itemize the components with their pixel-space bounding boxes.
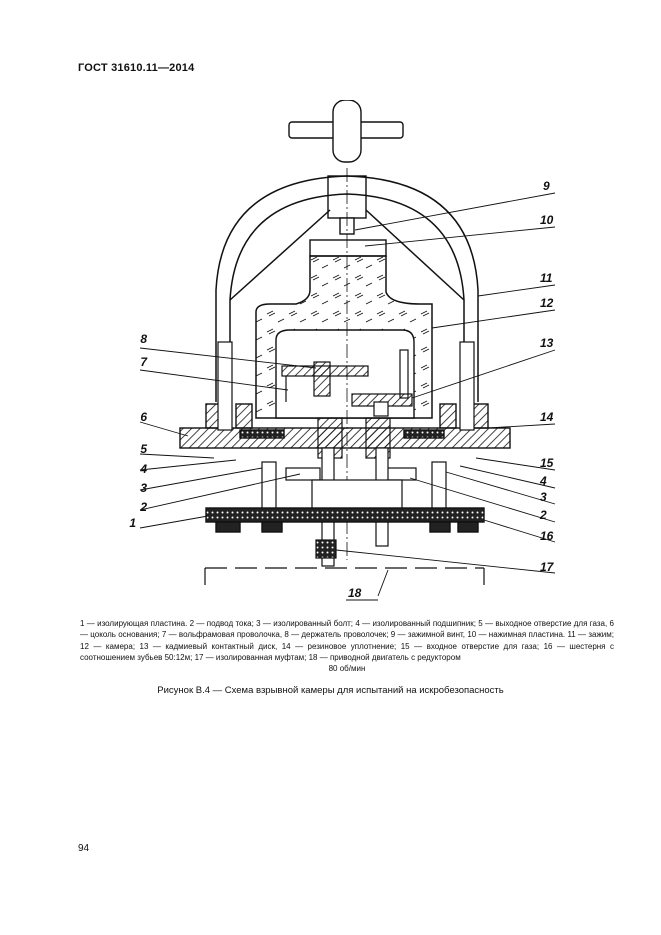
callout-12: 12 [540,296,554,310]
insulating-plate [206,508,484,532]
insulated-coupling [316,540,336,558]
callout-4-left: 4 [140,462,147,476]
document-header: ГОСТ 31610.11—2014 [78,62,195,74]
callout-16: 16 [540,529,554,543]
legend-text: 1 — изолирующая пластина. 2 — подвод тока; 3 — изолированный болт; 4 — изолированный подшипник; 5 — выходное отверстие для газа, 6 — цоколь основания; 7 — вольфрамовая проволочка, 8 — держатель проволочек; 9 — зажимной винт, 10 — нажимная пластина. 11 — зажим; 12 — камера; 13 — кадмиевый контактный диск, 14 — резиновое уплотнение; 15 — входное отверстие для газа; 16 — шестерня с соотношением зубьев 50:12м; 17 — изолированная муфтам; 18 — приводной двигатель с редуктором [80,619,614,662]
callout-7: 7 [140,355,147,369]
callout-17: 17 [540,560,554,574]
explosion-chamber-drawing [100,100,561,610]
callout-11: 11 [540,271,553,285]
clamp-handle [289,100,403,234]
drive-motor-outline [205,568,484,585]
callout-9: 9 [543,179,550,193]
pressure-plate [310,240,386,256]
callout-13: 13 [540,336,554,350]
figure-legend [80,618,614,674]
callout-2-left: 2 [140,500,147,514]
callout-6: 6 [140,410,147,424]
callout-3-right: 3 [540,490,547,504]
callout-5: 5 [140,442,147,456]
legend-last-line: 80 об/мин [328,664,366,674]
figure-caption: Рисунок В.4 — Схема взрывной камеры для испытаний на искробезопасность [157,685,504,696]
callout-4-right: 4 [540,474,547,488]
callout-15: 15 [540,456,554,470]
callout-8: 8 [140,332,147,346]
callout-3-left: 3 [140,481,147,495]
callout-18: 18 [348,586,362,600]
callout-2-right: 2 [540,508,547,522]
callout-1: 1 [129,516,136,530]
callout-14: 14 [540,410,554,424]
callout-10: 10 [540,213,554,227]
page-number: 94 [78,843,90,854]
